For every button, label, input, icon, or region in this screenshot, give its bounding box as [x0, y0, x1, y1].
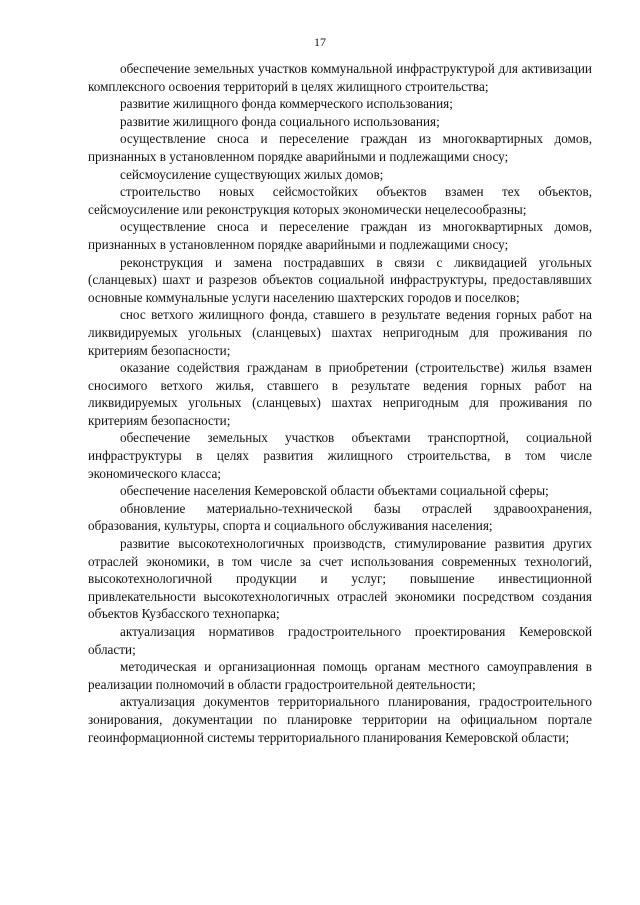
paragraph: оказание содействия гражданам в приобретении (строительстве) жилья взамен сносимого ветхого жилья, ставшего в результате ведения горных работ на ликвидируемых угольных (сланцевых) шахтах непригодным для проживания по критериям безопасности; [88, 360, 592, 428]
paragraph: обеспечение земельных участков коммунальной инфраструктурой для активизации комплексного освоения территорий в целях жилищного строительства; [88, 61, 592, 94]
paragraph: снос ветхого жилищного фонда, ставшего в результате ведения горных работ на ликвидируемых угольных (сланцевых) шахтах непригодным для проживания по критериям безопасности; [88, 307, 592, 358]
paragraph: осуществление сноса и переселение граждан из многоквартирных домов, признанных в установленном порядке аварийными и подлежащими сносу; [88, 131, 592, 164]
paragraph: развитие жилищного фонда коммерческого использования; [120, 96, 453, 112]
paragraph: строительство новых сейсмостойких объектов взамен тех объектов, сейсмоусиление или реконструкция которых экономически нецелесообразны; [88, 184, 592, 217]
paragraph: актуализация документов территориального планирования, градостроительного зонирования, документации по планировке территории на официальном портале геоинформационной системы территориального планирования Кемеровской области; [88, 694, 592, 745]
paragraph: осуществление сноса и переселение граждан из многоквартирных домов, признанных в установленном порядке аварийными и подлежащими сносу; [88, 219, 592, 252]
paragraph: реконструкция и замена пострадавших в связи с ликвидацией угольных (сланцевых) шахт и разрезов объектов социальной инфраструктуры, предоставлявших основные коммунальные услуги населению шахтерских городов и поселков; [88, 254, 592, 305]
paragraph: обеспечение земельных участков объектами транспортной, социальной инфраструктуры в целях развития жилищного строительства, в том числе экономического класса; [88, 430, 592, 481]
paragraph: обновление материально-технической базы отраслей здравоохранения, образования, культуры, спорта и социального обслуживания населения; [88, 500, 592, 534]
paragraph: методическая и организационная помощь органам местного самоуправления в реализации полномочий в области градостроительной деятельности; [88, 659, 592, 692]
paragraph: сейсмоусиление существующих жилых домов; [120, 166, 384, 182]
paragraph: актуализация нормативов градостроительного проектирования Кемеровской области; [88, 624, 592, 657]
paragraph: развитие жилищного фонда социального использования; [120, 113, 440, 129]
paragraph: обеспечение населения Кемеровской области объектами социальной сферы; [120, 483, 549, 499]
paragraph: развитие высокотехнологичных производств, стимулирование развития других отраслей экономики, в том числе за счет использования современных технологий, высокотехнологичной продукции и услуг; повышение инвестиционной привлекательности высокотехнологичных отраслей экономики посредством создания объектов Кузбасского технопарка; [88, 536, 592, 622]
document-body [88, 60, 592, 746]
page-number: 17 [314, 35, 326, 49]
